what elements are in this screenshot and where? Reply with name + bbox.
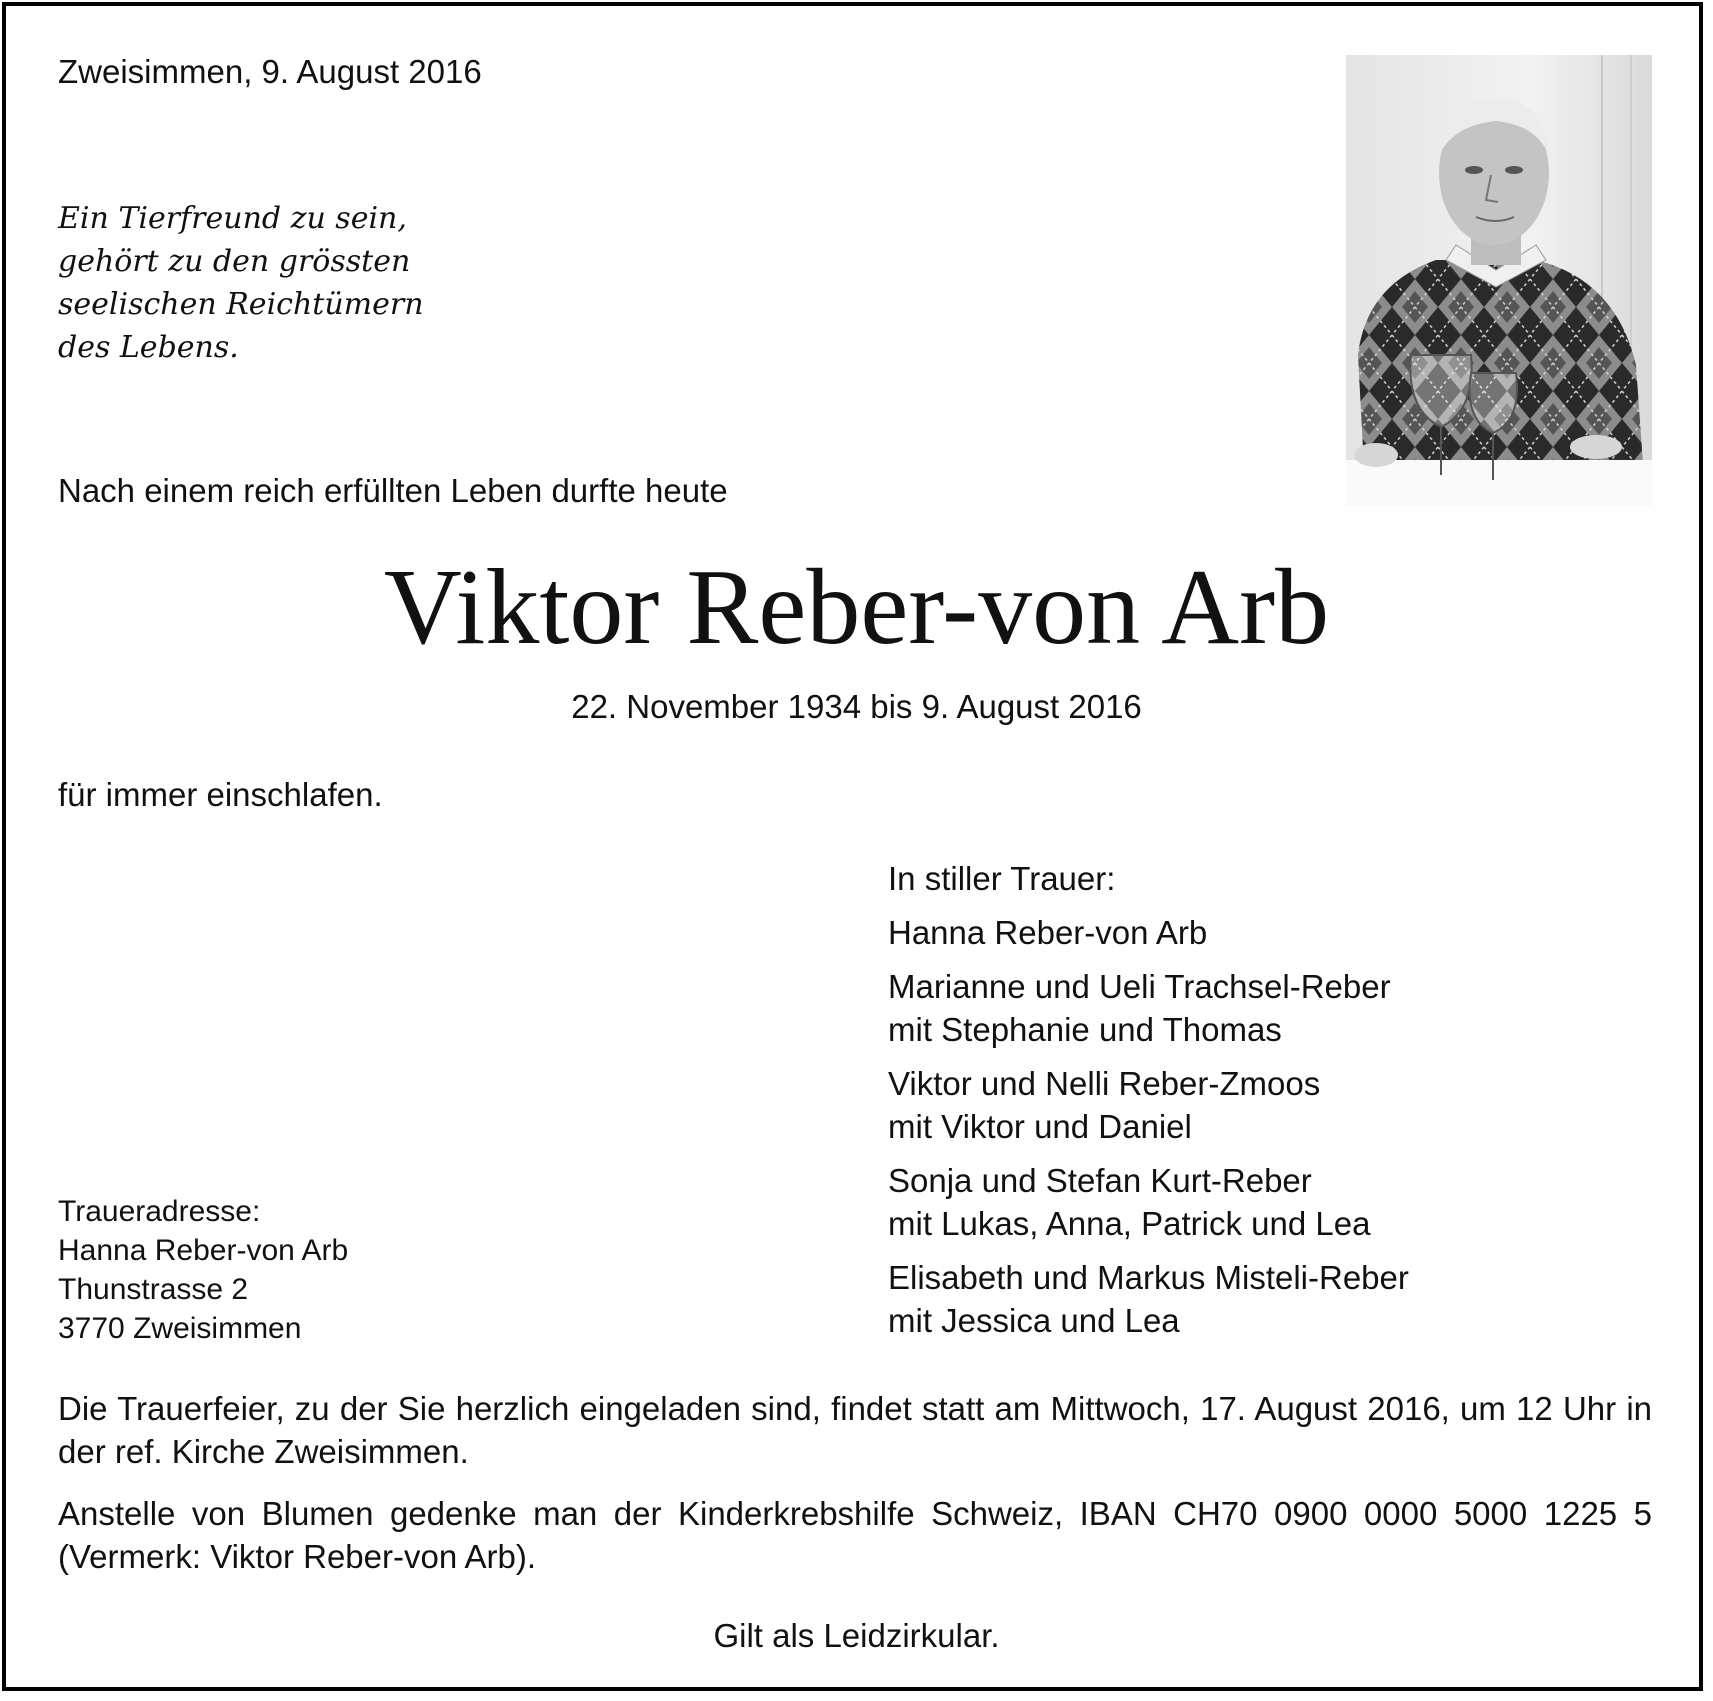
address-name: Hanna Reber-von Arb [58,1234,349,1267]
mourner-line: Elisabeth und Markus Misteli-Reber [888,1259,1409,1296]
mourner-line: mit Viktor und Daniel [888,1108,1192,1145]
address-street: Thunstrasse 2 [58,1273,249,1306]
mourner-line: Viktor und Nelli Reber-Zmoos [888,1065,1321,1102]
motto-line: des Lebens. [58,330,239,365]
mourning-address [58,1192,348,1348]
address-city: 3770 Zweisimmen [58,1312,302,1345]
mourner-line: Sonja und Stefan Kurt-Reber [888,1162,1312,1199]
place-date: Zweisimmen, 9. August 2016 [58,53,482,90]
mourner-line: Marianne und Ueli Trachsel-Reber [888,968,1391,1005]
mourner-group [888,1062,1409,1148]
motto-line: seelischen Reichtümern [58,287,424,322]
mourners-heading: In stiller Trauer: [888,860,1116,897]
intro-text: Nach einem reich erfüllten Leben durfte heute [58,472,728,509]
address-label: Traueradresse: [58,1195,261,1228]
deceased-name: Viktor Reber-von Arb [383,548,1330,667]
life-dates: 22. November 1934 bis 9. August 2016 [571,688,1142,725]
mourner-group [888,1159,1409,1245]
donation-notice: Anstelle von Blumen gedenke man der Kinderkrebshilfe Schweiz, IBAN CH70 0900 0000 5000 1225 5 (Vermerk: Viktor Reber-von Arb). [58,1495,1652,1575]
mourner-line: mit Stephanie und Thomas [888,1011,1282,1048]
mourner-line: Hanna Reber-von Arb [888,914,1208,951]
motto-line: Ein Tierfreund zu sein, [58,201,407,236]
ceremony-notice: Die Trauerfeier, zu der Sie herzlich eingeladen sind, findet statt am Mittwoch, 17. August 2016, um 12 Uhr in der ref. Kirche Zweisimmen. [58,1390,1652,1470]
mourner-line: mit Lukas, Anna, Patrick und Lea [888,1205,1371,1242]
motto-quote [58,197,424,369]
closing-text: für immer einschlafen. [58,776,383,813]
mourner-group [888,911,1409,954]
mourner-group [888,965,1409,1051]
mourner-group [888,1256,1409,1342]
portrait-photo [1346,55,1652,506]
footer-note: Gilt als Leidzirkular. [713,1617,1000,1654]
mourner-line: mit Jessica und Lea [888,1302,1180,1339]
mourners-list [888,857,1409,1353]
motto-line: gehört zu den grössten [58,244,411,279]
